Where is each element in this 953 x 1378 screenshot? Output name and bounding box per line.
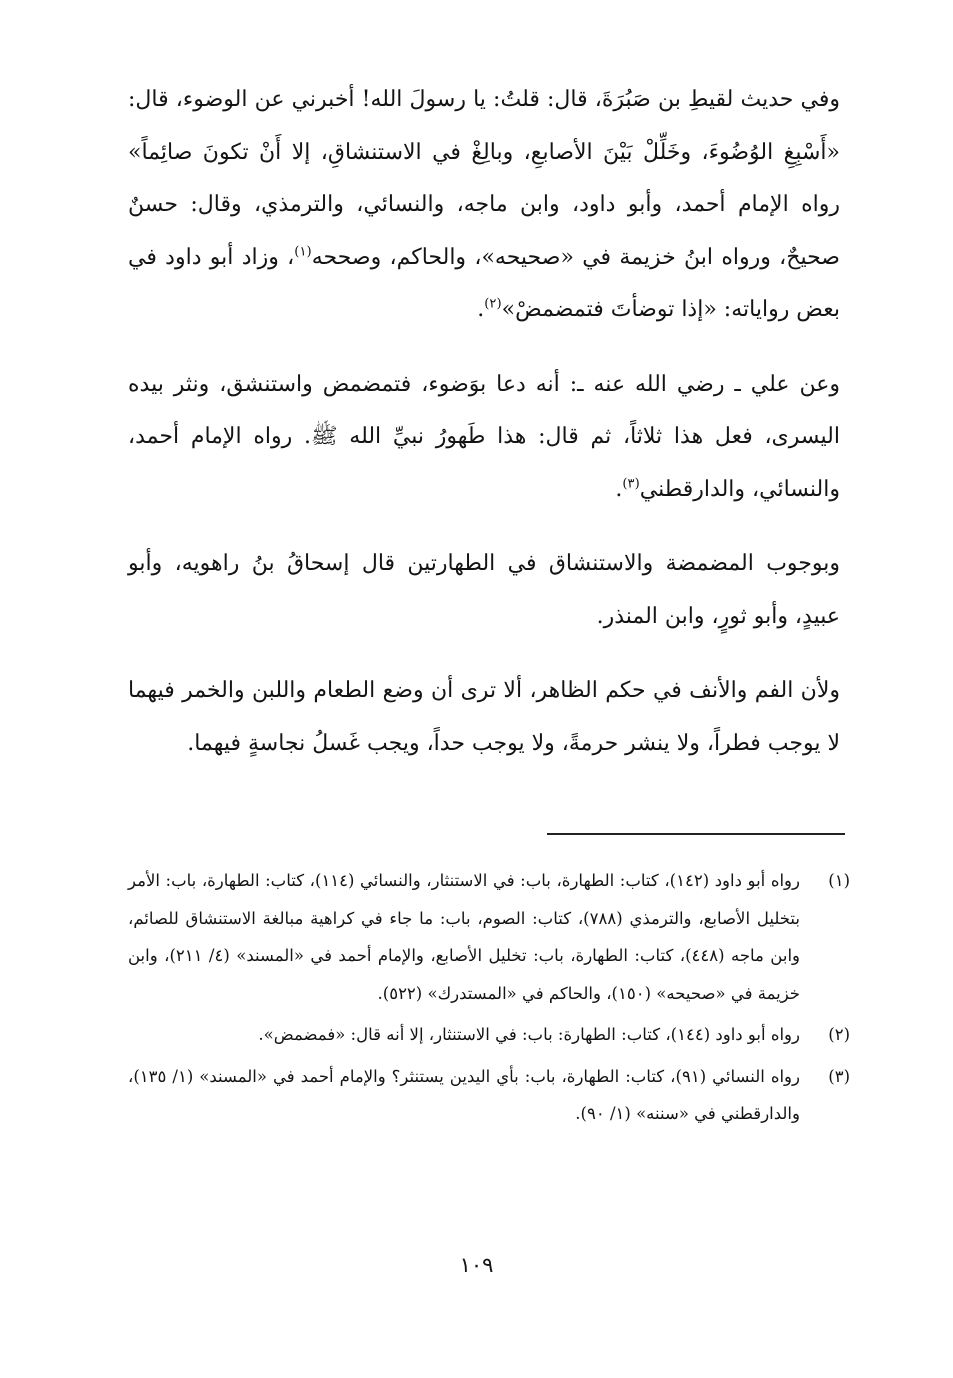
footnote-2 bbox=[128, 1016, 850, 1054]
paragraph-text: وبوجوب المضمضة والاستنشاق في الطهارتين قال إسحاقُ بنُ راهويه، وأبو عبيدٍ، وأبو ثورٍ، وابن المنذر. bbox=[128, 551, 840, 629]
footnote-text: رواه النسائي (٩١)، كتاب: الطهارة، باب: بأي اليدين يستنثر؟ والإمام أحمد في «المسند» (١/ ١٣٥)، والدارقطني في «سننه» (١/ ٩٠). bbox=[128, 1066, 800, 1123]
footnote-ref-3: (٣) bbox=[622, 476, 640, 492]
paragraph-end: . bbox=[477, 297, 485, 322]
footnote-number: (٣) bbox=[828, 1066, 850, 1086]
paragraph-end: . bbox=[615, 476, 623, 502]
footnote-separator bbox=[547, 833, 845, 835]
page-number: ١٠٩ bbox=[459, 1253, 494, 1277]
paragraph-laqit-hadith bbox=[128, 74, 840, 337]
footnote-3 bbox=[128, 1058, 850, 1133]
footnotes bbox=[128, 862, 850, 1137]
paragraph-ali-hadith bbox=[128, 359, 840, 517]
paragraph-text: ولأن الفم والأنف في حكم الظاهر، ألا ترى أن وضع الطعام واللبن والخمر فيهما لا يوجب فطراً، ولا ينشر حرمةً، ولا يوجب حداً، ويجب غَسلُ نجاسةٍ فيهما. bbox=[128, 678, 840, 756]
footnote-text: رواه أبو داود (١٤٤)، كتاب: الطهارة: باب: في الاستنثار، إلا أنه قال: «فمضمض». bbox=[258, 1025, 800, 1044]
footnote-number: (١) bbox=[828, 871, 850, 890]
paragraph-text-continued: ، وزاد أبو داود في بعض رواياته: «إذا توضأتَ فتمضمضْ» bbox=[128, 244, 840, 322]
paragraph-text: وعن علي ـ رضي الله عنه ـ: أنه دعا بوَضوء، فتمضمض واستنشق، ونثر بيده اليسرى، فعل هذا ثلاثاً، ثم قال: هذا طَهورُ نبيِّ الله ﷺ. رواه الإمام أحمد، والنسائي، والدارقطني bbox=[128, 371, 840, 502]
main-text bbox=[128, 74, 840, 792]
paragraph-text: وفي حديث لقيطِ بن صَبُرَةَ، قال: قلتُ: يا رسولَ الله! أخبرني عن الوضوء، قال: «أَسْبِغِ الوُضُوءَ، وخَلِّلْ بَيْنَ الأصابعِ، وبالِغْ في الاستنشاقِ، إلا أَنْ تكونَ صائِماً» رواه الإمام أحمد، وأبو داود، وابن ماجه، والنسائي، والترمذي، وقال: حسنٌ صحيحٌ، ورواه ابنُ خزيمة في «صحيحه»، والحاكم، وصححه bbox=[128, 87, 840, 270]
footnote-1 bbox=[128, 862, 850, 1012]
footnote-text: رواه أبو داود (١٤٢)، كتاب: الطهارة، باب: في الاستنثار، والنسائي (١١٤)، كتاب: الطهارة، باب: الأمر بتخليل الأصابع، والترمذي (٧٨٨)، كتاب: الصوم، باب: ما جاء في كراهية مبالغة الاستنشاق للصائم، وابن ماجه (٤٤٨)، كتاب: الطهارة، باب: تخليل الأصابع، والإمام أحمد في «المسند» (٤/ ٢١١)، وابن خزيمة في «صحيحه» (١٥٠)، والحاكم في «المستدرك» (٥٢٢). bbox=[128, 871, 801, 1003]
footnote-number: (٢) bbox=[828, 1025, 850, 1044]
paragraph-reasoning bbox=[128, 665, 840, 770]
footnote-ref-2: (٢) bbox=[484, 296, 502, 312]
footnote-ref-1: (١) bbox=[294, 244, 312, 260]
paragraph-scholars-opinion bbox=[128, 538, 840, 643]
